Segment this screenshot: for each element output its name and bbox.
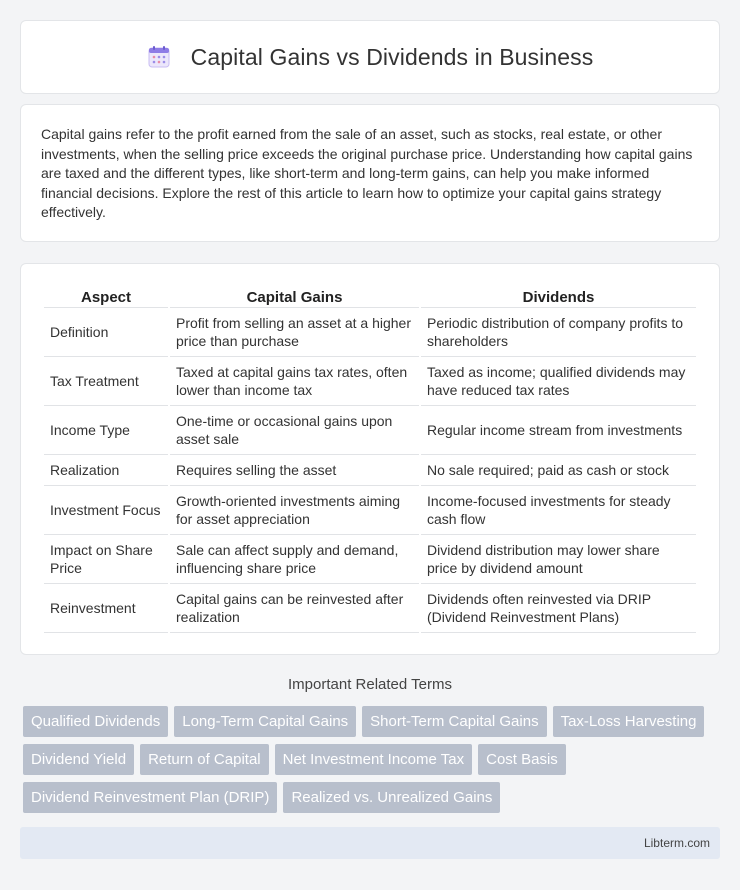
cell-capital-gains: Profit from selling an asset at a higher price than purchase <box>170 308 419 357</box>
tag-dividend-reinvestment-plan[interactable]: Dividend Reinvestment Plan (DRIP) <box>23 782 277 813</box>
related-terms-list <box>23 706 723 813</box>
tag-tax-loss-harvesting[interactable]: Tax-Loss Harvesting <box>553 706 705 737</box>
comparison-card <box>20 263 720 655</box>
cell-capital-gains: Sale can affect supply and demand, influencing share price <box>170 535 419 584</box>
cell-aspect: Reinvestment <box>44 584 168 633</box>
calendar-icon <box>147 45 171 69</box>
tag-cost-basis[interactable]: Cost Basis <box>478 744 566 775</box>
table-row <box>44 308 696 357</box>
cell-dividends: Regular income stream from investments <box>421 406 696 455</box>
title-wrap <box>147 44 594 71</box>
cell-aspect: Investment Focus <box>44 486 168 535</box>
cell-aspect: Impact on Share Price <box>44 535 168 584</box>
cell-capital-gains: One-time or occasional gains upon asset sale <box>170 406 419 455</box>
cell-capital-gains: Requires selling the asset <box>170 455 419 486</box>
tag-dividend-yield[interactable]: Dividend Yield <box>23 744 134 775</box>
tag-long-term-capital-gains[interactable]: Long-Term Capital Gains <box>174 706 356 737</box>
comparison-table <box>42 286 698 633</box>
footer-site-link[interactable]: Libterm.com <box>643 836 710 850</box>
intro-card <box>20 104 720 242</box>
header-capital-gains: Capital Gains <box>170 286 419 308</box>
header-dividends: Dividends <box>421 286 696 308</box>
table-row <box>44 486 696 535</box>
cell-dividends: Periodic distribution of company profits to shareholders <box>421 308 696 357</box>
cell-capital-gains: Growth-oriented investments aiming for asset appreciation <box>170 486 419 535</box>
related-terms-heading: Important Related Terms <box>288 676 452 693</box>
table-row <box>44 406 696 455</box>
table-row <box>44 357 696 406</box>
table-row <box>44 535 696 584</box>
footer-bar <box>20 827 720 859</box>
cell-dividends: Income-focused investments for steady cash flow <box>421 486 696 535</box>
cell-aspect: Tax Treatment <box>44 357 168 406</box>
tag-short-term-capital-gains[interactable]: Short-Term Capital Gains <box>362 706 546 737</box>
table-row <box>44 455 696 486</box>
intro-paragraph: Capital gains refer to the profit earned from the sale of an asset, such as stocks, real estate, or other investments, when the selling price exceeds the original purchase price. Understanding how capital gains are taxed and the different types, like short-term and long-term gains, can help you make informed financial decisions. Explore the rest of this article to learn how to optimize your capital gains strategy effectively. <box>41 126 693 220</box>
cell-dividends: Dividends often reinvested via DRIP (Dividend Reinvestment Plans) <box>421 584 696 633</box>
tag-net-investment-income-tax[interactable]: Net Investment Income Tax <box>275 744 472 775</box>
tag-qualified-dividends[interactable]: Qualified Dividends <box>23 706 168 737</box>
page-title: Capital Gains vs Dividends in Business <box>190 43 594 70</box>
header-card <box>20 20 720 94</box>
cell-capital-gains: Capital gains can be reinvested after realization <box>170 584 419 633</box>
cell-aspect: Realization <box>44 455 168 486</box>
cell-aspect: Definition <box>44 308 168 357</box>
tag-realized-vs-unrealized-gains[interactable]: Realized vs. Unrealized Gains <box>283 782 500 813</box>
tag-return-of-capital[interactable]: Return of Capital <box>140 744 269 775</box>
cell-capital-gains: Taxed at capital gains tax rates, often lower than income tax <box>170 357 419 406</box>
table-header-row <box>44 286 696 308</box>
cell-aspect: Income Type <box>44 406 168 455</box>
cell-dividends: Taxed as income; qualified dividends may have reduced tax rates <box>421 357 696 406</box>
table-row <box>44 584 696 633</box>
cell-dividends: Dividend distribution may lower share price by dividend amount <box>421 535 696 584</box>
cell-dividends: No sale required; paid as cash or stock <box>421 455 696 486</box>
header-aspect: Aspect <box>44 286 168 308</box>
